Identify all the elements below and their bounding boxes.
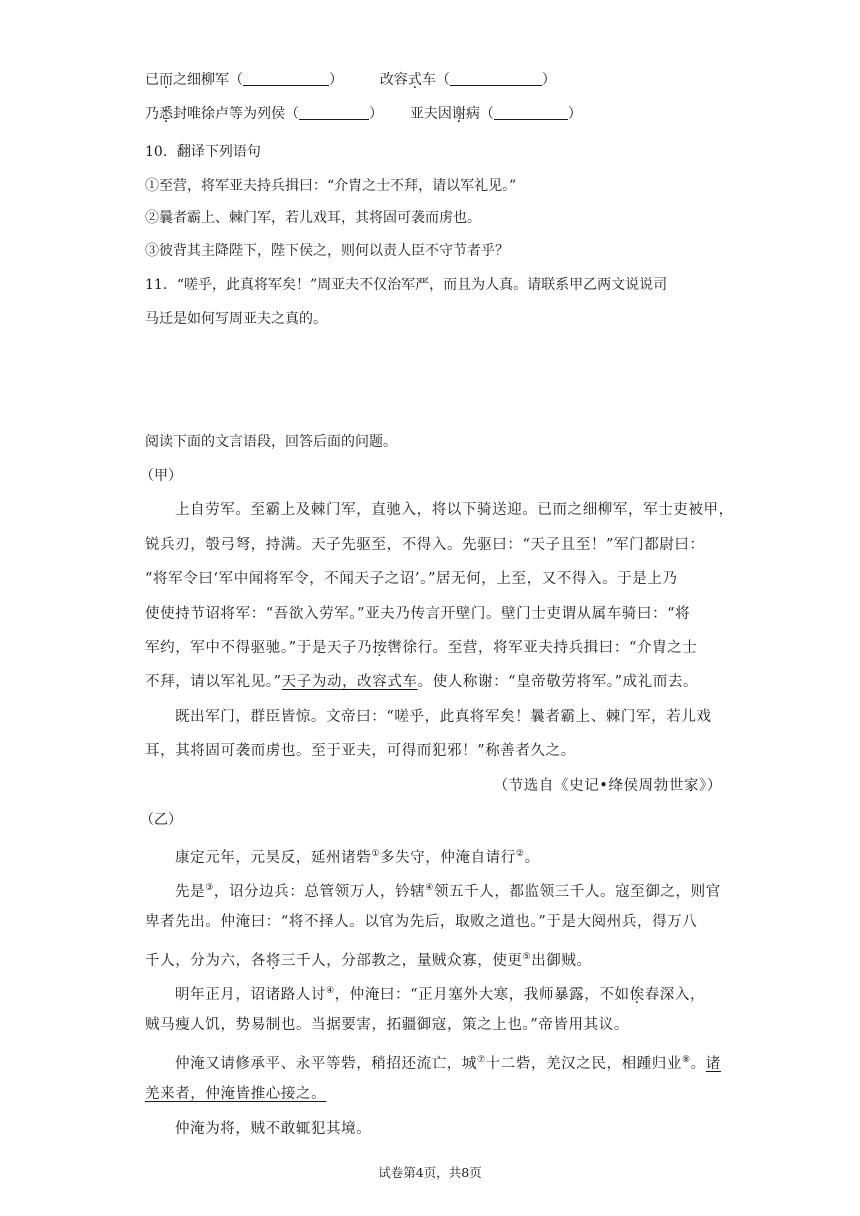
dotted-char: 俟: [629, 987, 645, 1003]
jia-line: 锐兵刃，彀弓弩，持满。天子先驱至，不得入。先驱曰：“天子且至！”军门都尉曰：: [145, 537, 705, 553]
jia-line: 使使持节诏将军：“吾欲入劳军。”亚夫乃传言开壁门。壁门士吏谓从属车骑曰：“将: [145, 606, 691, 622]
dotted-char: 悉: [159, 106, 173, 122]
jia-line: “将军令曰‘军中闻将军令，不闻天子之诏’。”居无何，上至，又不得入。于是上乃: [145, 571, 678, 587]
dotted-char: 式: [407, 72, 422, 88]
underlined-sentence: 天子为动，改容式车: [281, 674, 418, 690]
jia-line: 不拜，请以军礼见。”天子为动，改容式车。使人称谢：“皇帝敬劳将军。”成礼而去。: [145, 674, 699, 690]
yi-line: 先是③，诏分边兵：总管领万人，钤辖④领五千人，都监领三千人。寇至御之，则官: [175, 883, 721, 900]
jia-line: 耳，其将固可袭而虏也。至于亚夫，可得而犯邪！”称善者久之。: [145, 743, 576, 759]
note-marker: ⑤: [522, 952, 532, 962]
note-marker: ⑧: [681, 1055, 691, 1065]
answer-blank[interactable]: [299, 105, 369, 120]
q11-line-2: 马迁是如何写周亚夫之真的。: [145, 311, 327, 327]
jia-line: 既出军门，群臣皆惊。文帝曰：“嗟乎，此真将军矣！曩者霸上、棘门军，若儿戏: [175, 709, 712, 725]
yi-line: [145, 1084, 326, 1104]
underlined-sentence: 诸: [705, 1056, 721, 1072]
dotted-char: 而: [159, 72, 173, 88]
yi-line: 贼马瘦人饥，势易制也。当据要害，拓疆御寇，策之上也。”帝皆用其议。: [145, 1017, 629, 1033]
page-footer: 试卷第4页，共8页: [378, 1165, 482, 1180]
section-label-jia: （甲）: [140, 468, 182, 484]
q11-line-1: 11．“嗟乎，此真将军矣！”周亚夫不仅治军严，而且为人真。请联系甲乙两文说说司: [145, 277, 668, 293]
jia-line: 军约，军中不得驱驰。”于是天子乃按辔徐行。至营，将军亚夫持兵揖曰：“介胄之士: [145, 640, 698, 656]
jia-line: 上自劳军。至霸上及棘门军，直驰入，将以下骑送迎。已而之细柳军，军士吏被甲，: [175, 502, 734, 518]
yi-line: 仲淹又请修承平、永平等砦，稍招还流亡，城⑦十二砦，羌汉之民，相踵归业⑧。诸: [175, 1055, 721, 1072]
yi-line: 康定元年，元昊反，延州诸砦①多失守，仲淹自请行②。: [175, 849, 540, 866]
yi-line: 明年正月，诏诸路人讨④，仲淹曰：“正月塞外大寒，我师暴露，不如俟春深入，: [175, 986, 706, 1003]
q10-sentence-3: ③彼背其主降陛下，陛下侯之，则何以责人臣不守节者乎？: [145, 243, 509, 259]
yi-line: 仲淹为将，贼不敢辄犯其境。: [175, 1121, 372, 1137]
answer-blank[interactable]: [243, 71, 329, 86]
passage-intro: 阅读下面的文言语段，回答后面的问题。: [145, 434, 397, 450]
answer-blank[interactable]: [450, 71, 542, 86]
note-marker: ④: [425, 883, 434, 893]
q9-row-1: 已而之细柳军（ ） 改容式车（ ）: [145, 72, 556, 88]
answer-blank[interactable]: [494, 105, 568, 120]
note-marker: ③: [205, 883, 214, 893]
q9-row-2: 乃悉封唯徐卢等为列侯（ ） 亚夫因谢病（ ）: [145, 106, 582, 122]
note-marker: ⑦: [477, 1055, 486, 1065]
q10-title: 10．翻译下列语句: [145, 144, 261, 160]
dotted-char: 谢: [451, 106, 466, 122]
section-label-yi: （乙）: [140, 812, 182, 828]
dotted-char: 按: [372, 640, 388, 656]
q10-sentence-1: ①至营，将军亚夫持兵揖曰：“介胄之士不拜，请以军礼见。”: [145, 178, 517, 194]
note-marker: ②: [515, 849, 525, 859]
underlined-sentence: 羌来者，仲淹皆推心接之。: [145, 1086, 327, 1102]
yi-line: 卑者先出。仲淹曰：“将不择人。以官为先后，取败之道也。”于是大阅州兵，得万八: [145, 914, 698, 930]
note-marker: ④: [326, 986, 335, 996]
source-citation: （节选自《史记•绛侯周勃世家》）: [493, 778, 722, 794]
yi-line: 千人，分为六，各将三千人，分部教之，量贼众寡，使更⑤出御贼。: [145, 952, 592, 969]
note-marker: ①: [371, 849, 380, 859]
dotted-char: 将: [265, 953, 281, 969]
q10-sentence-2: ②曩者霸上、棘门军，若儿戏耳，其将固可袭而虏也。: [145, 210, 481, 226]
